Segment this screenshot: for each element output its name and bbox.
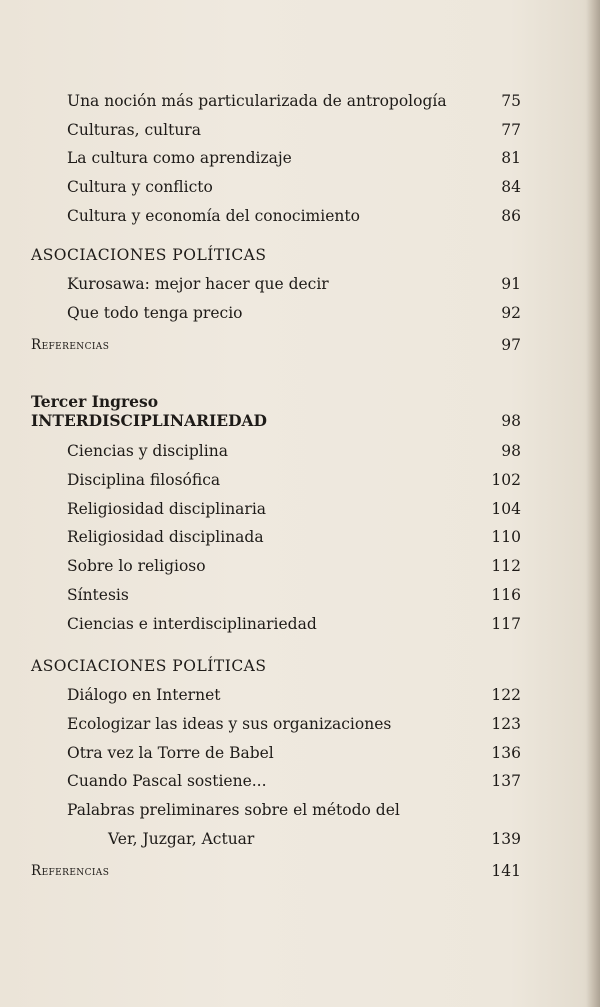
- toc-entry-page: 102: [491, 471, 521, 489]
- toc-entry: [0, 740, 600, 766]
- toc-entry-continuation: [0, 826, 600, 852]
- toc-entry-page: 104: [491, 500, 521, 518]
- toc-entry-title: Cultura y conflicto: [67, 178, 213, 196]
- toc-entry: [0, 611, 600, 637]
- toc-part-title: [0, 408, 600, 434]
- toc-entry-title: Religiosidad disciplinaria: [67, 500, 267, 518]
- toc-entry-title: Palabras preliminares sobre el método del: [67, 801, 400, 819]
- toc-entry-title: INTERDISCIPLINARIEDAD: [31, 411, 267, 430]
- toc-entry-title: Culturas, cultura: [67, 121, 201, 139]
- toc-entry-title: Diálogo en Internet: [67, 686, 221, 704]
- toc-entry-title: Otra vez la Torre de Babel: [67, 744, 274, 762]
- toc-entry-title: Sobre lo religioso: [67, 557, 206, 575]
- toc-entry-title: Síntesis: [67, 586, 129, 604]
- toc-entry-page: 123: [491, 715, 521, 733]
- toc-entry: [0, 682, 600, 708]
- toc-entry-title: Referencias: [31, 863, 110, 879]
- toc-entry-page: 97: [501, 336, 521, 354]
- toc-entry-page: 84: [501, 178, 521, 196]
- toc-entry-page: 77: [501, 121, 521, 139]
- toc-entry: [0, 174, 600, 200]
- toc-entry-page: 112: [491, 557, 521, 575]
- toc-entry-title: Kurosawa: mejor hacer que decir: [67, 275, 329, 293]
- toc-entry-page: 75: [501, 92, 521, 110]
- toc-entry-page: 98: [501, 412, 521, 430]
- toc-entry: [0, 797, 600, 823]
- toc-entry: [0, 582, 600, 608]
- toc-entry-title: Disciplina filosófica: [67, 471, 221, 489]
- toc-entry: [0, 768, 600, 794]
- toc-entry-title: Que todo tenga precio: [67, 304, 243, 322]
- toc-entry-title: Ecologizar las ideas y sus organizaciones: [67, 715, 392, 733]
- toc-entry-page: 139: [491, 830, 521, 848]
- toc-entry-title: Referencias: [31, 337, 110, 353]
- toc-entry: [0, 145, 600, 171]
- toc-entry: [0, 271, 600, 297]
- toc-entry: [0, 88, 600, 114]
- toc-section-title: ASOCIACIONES POLÍTICAS: [31, 246, 267, 264]
- toc-entry-title: La cultura como aprendizaje: [67, 149, 292, 167]
- toc-entry-page: 137: [491, 772, 521, 790]
- toc-part-label: Tercer Ingreso: [31, 392, 159, 411]
- toc-entry-title: Cultura y economía del conocimiento: [67, 207, 360, 225]
- toc-entry-page: 136: [491, 744, 521, 762]
- toc-entry: [0, 467, 600, 493]
- toc-entry: [0, 553, 600, 579]
- toc-entry-page: 81: [501, 149, 521, 167]
- toc-entry-page: 141: [491, 862, 521, 880]
- toc-entry-title: Religiosidad disciplinada: [67, 528, 264, 546]
- toc-entry-page: 92: [501, 304, 521, 322]
- toc-entry-page: 98: [501, 442, 521, 460]
- toc-section-heading: [0, 653, 600, 679]
- toc-entry: [0, 300, 600, 326]
- toc-entry-page: 110: [491, 528, 521, 546]
- toc-entry-title: Cuando Pascal sostiene...: [67, 772, 267, 790]
- toc-entry: [0, 524, 600, 550]
- toc-entry-title: Ver, Juzgar, Actuar: [108, 830, 255, 848]
- toc-references-entry: [0, 858, 600, 884]
- toc-entry: [0, 117, 600, 143]
- toc-entry: [0, 203, 600, 229]
- toc-entry-page: 116: [491, 586, 521, 604]
- toc-entry-title: Ciencias y disciplina: [67, 442, 228, 460]
- toc-references-entry: [0, 332, 600, 358]
- toc-entry-title: Ciencias e interdisciplinariedad: [67, 615, 317, 633]
- toc-entry-page: 122: [491, 686, 521, 704]
- toc-entry-page: 117: [491, 615, 521, 633]
- toc-entry: [0, 496, 600, 522]
- toc-entry-title: Una noción más particularizada de antropología: [67, 92, 447, 110]
- toc-section-heading: [0, 242, 600, 268]
- toc-section-title: ASOCIACIONES POLÍTICAS: [31, 657, 267, 675]
- toc-entry: [0, 711, 600, 737]
- toc-entry: [0, 438, 600, 464]
- toc-entry-page: 86: [501, 207, 521, 225]
- toc-entry-page: 91: [501, 275, 521, 293]
